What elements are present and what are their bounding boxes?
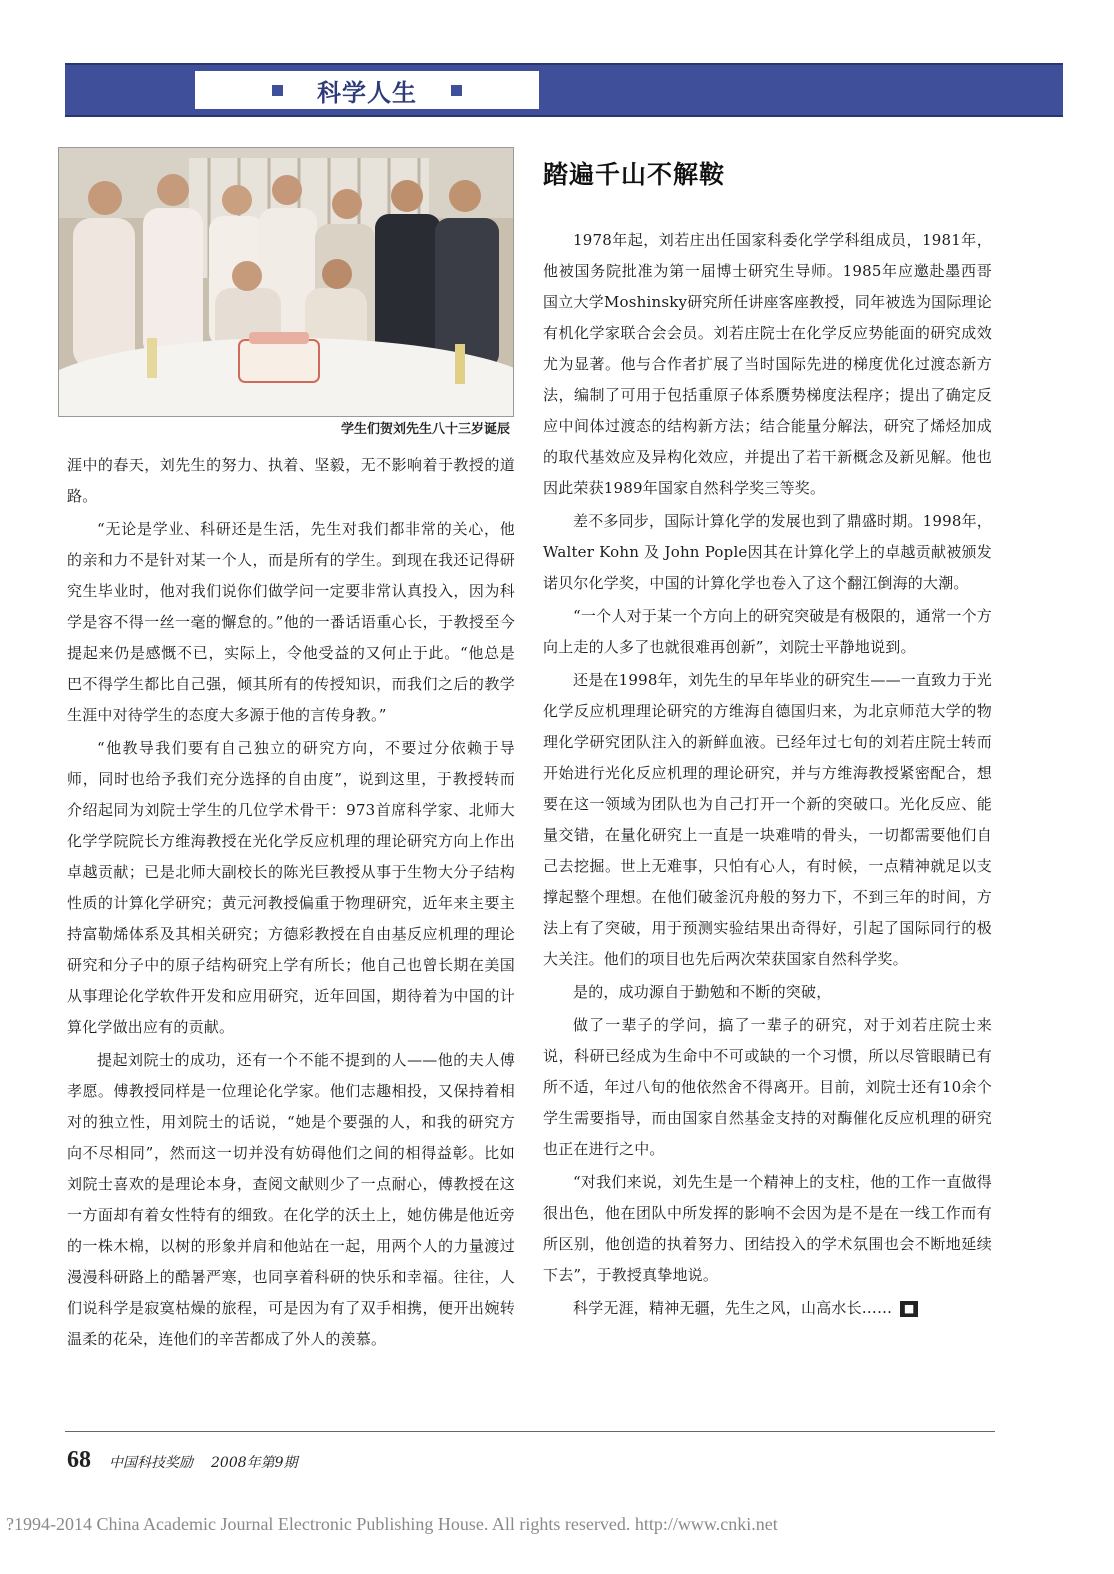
paragraph: “对我们来说，刘先生是一个精神上的支柱，他的工作一直做得很出色，他在团队中所发挥的影响不会因为是不是在一线工作而有所区别，他创造的执着努力、团结投入的学术氛围也会不断地延续下去”，于教授真挚地说。 <box>543 1173 992 1284</box>
paragraph: “一个人对于某一个方向上的研究突破是有极限的，通常一个方向上走的人多了也就很难再创新”，刘院士平静地说到。 <box>543 607 992 656</box>
paragraph: “无论是学业、科研还是生活，先生对我们都非常的关心，他的亲和力不是针对某一个人，而是所有的学生。到现在我还记得研究生毕业时，他对我们说你们做学问一定要非常认真投入，因为科学是容不得一丝一毫的懈怠的。”他的一番话语重心长，于教授至今提起来仍是感慨不已，实际上，令他受益的又何止于此。“他总是巴不得学生都比自己强，倾其所有的传授知识，而我们之后的教学生涯中对待学生的态度大多源于他的言传身教。” <box>67 520 515 724</box>
photo-caption: 学生们贺刘先生八十三岁诞辰 <box>340 422 510 437</box>
page-number: 68 <box>67 1447 91 1473</box>
section-label-box <box>195 71 539 109</box>
paragraph: 差不多同步，国际计算化学的发展也到了鼎盛时期。1998年，Walter Kohn 及 John Pople因其在计算化学上的卓越贡献被颁发诺贝尔化学奖，中国的计算化学也卷入了这个翻江倒海的大潮。 <box>543 512 992 592</box>
paragraph: “他教导我们要有自己独立的研究方向，不要过分依赖于导师，同时也给予我们充分选择的自由度”，说到这里，于教授转而介绍起同为刘院士学生的几位学术骨干：973首席科学家、北师大化学学院院长方维海教授在光化学反应机理的理论研究方向上作出卓越贡献；已是北师大副校长的陈光巨教授从事于生物大分子结构性质的计算化学研究；黄元河教授偏重于物理研究，近年来主要主持富勒烯体系及其相关研究；方德彩教授在自由基反应机理的理论研究和分子中的原子结构研究上学有所长；他自己也曾长期在美国从事理论化学软件开发和应用研究，近年回国，期待着为中国的计算化学做出应有的贡献。 <box>67 739 515 1036</box>
closing-text: 科学无涯，精神无疆，先生之风，山高水长…… <box>573 1299 893 1317</box>
page-footer <box>67 1447 298 1474</box>
paragraph: 是的，成功源自于勤勉和不断的突破， <box>573 983 832 1001</box>
square-bullet-icon <box>451 85 462 96</box>
right-column <box>543 225 992 1326</box>
closing-paragraph <box>543 1293 992 1324</box>
journal-name: 中国科技奖励 <box>109 1455 193 1471</box>
section-heading: 踏遍千山不解鞍 <box>543 160 726 189</box>
paragraph: 涯中的春天，刘先生的努力、执着、坚毅，无不影响着于教授的道路。 <box>67 456 515 505</box>
footer-rule <box>65 1431 995 1432</box>
section-banner <box>65 63 1063 117</box>
paragraph: 做了一辈子的学问，搞了一辈子的研究，对于刘若庄院士来说，科研已经成为生命中不可或缺的一个习惯，所以尽管眼睛已有所不适，年过八旬的他依然舍不得离开。目前，刘院士还有10余个学生需要指导，而由国家自然基金支持的对酶催化反应机理的研究也正在进行之中。 <box>543 1016 992 1158</box>
paragraph: 提起刘院士的成功，还有一个不能不提到的人——他的夫人傅孝愿。傅教授同样是一位理论化学家。他们志趣相投，又保持着相对的独立性，用刘院士的话说，“她是个要强的人，和我的研究方向不尽相同”，然而这一切并没有妨碍他们之间的相得益彰。比如刘院士喜欢的是理论本身，查阅文献则少了一点耐心，傅教授在这一方面却有着女性特有的细致。在化学的沃土上，她仿佛是他近旁的一株木棉，以树的形象并肩和他站在一起，用两个人的力量渡过漫漫科研路上的酷暑严寒，也同享着科研的快乐和幸福。往往，人们说科学是寂寞枯燥的旅程，可是因为有了双手相携，便开出婉转温柔的花朵，连他们的辛苦都成了外人的羡慕。 <box>67 1051 515 1348</box>
paragraph: 还是在1998年，刘先生的早年毕业的研究生——一直致力于光化学反应机理理论研究的方维海自德国归来，为北京师范大学的物理化学研究团队注入的新鲜血液。已经年过七旬的刘若庄院士转而开始进行光化反应机理的理论研究，并与方维海教授紧密配合，想要在这一领域为团队也为自己打开一个新的突破口。光化反应、能量交错，在量化研究上一直是一块难啃的骨头，一切都需要他们自己去挖掘。世上无难事，只怕有心人，有时候，一点精神就足以支撑起整个理想。在他们破釜沉舟般的努力下，不到三年的时间，方法上有了突破，用于预测实验结果出奇得好，引起了国际同行的极大关注。他们的项目也先后两次荣获国家自然科学奖。 <box>543 671 992 968</box>
paragraph: 1978年起，刘若庄出任国家科委化学学科组成员，1981年，他被国务院批准为第一届博士研究生导师。1985年应邀赴墨西哥国立大学Moshinsky研究所任讲座客座教授，同年被选为国际理论有机化学家联合会会员。刘若庄院士在化学反应势能面的研究成效尤为显著。他与合作者扩展了当时国际先进的梯度优化过渡态新方法，编制了可用于包括重原子体系赝势梯度法程序；提出了确定反应中间体过渡态的结构新方法；结合能量分解法，研究了烯烃加成的取代基效应及异构化效应，并提出了若干新概念及新见解。他也因此荣获1989年国家自然科学奖三等奖。 <box>543 231 992 497</box>
left-column <box>67 450 515 1357</box>
journal-issue: 2008年第9期 <box>211 1455 298 1471</box>
square-bullet-icon <box>272 85 283 96</box>
end-mark-icon: ■ <box>900 1301 918 1317</box>
group-photo-illustration <box>59 148 513 416</box>
section-title: 科学人生 <box>317 78 417 107</box>
copyright-notice: ?1994-2014 China Academic Journal Electronic Publishing House. All rights reserved. http://www.cnki.net <box>6 1514 778 1534</box>
group-photo <box>58 147 514 417</box>
